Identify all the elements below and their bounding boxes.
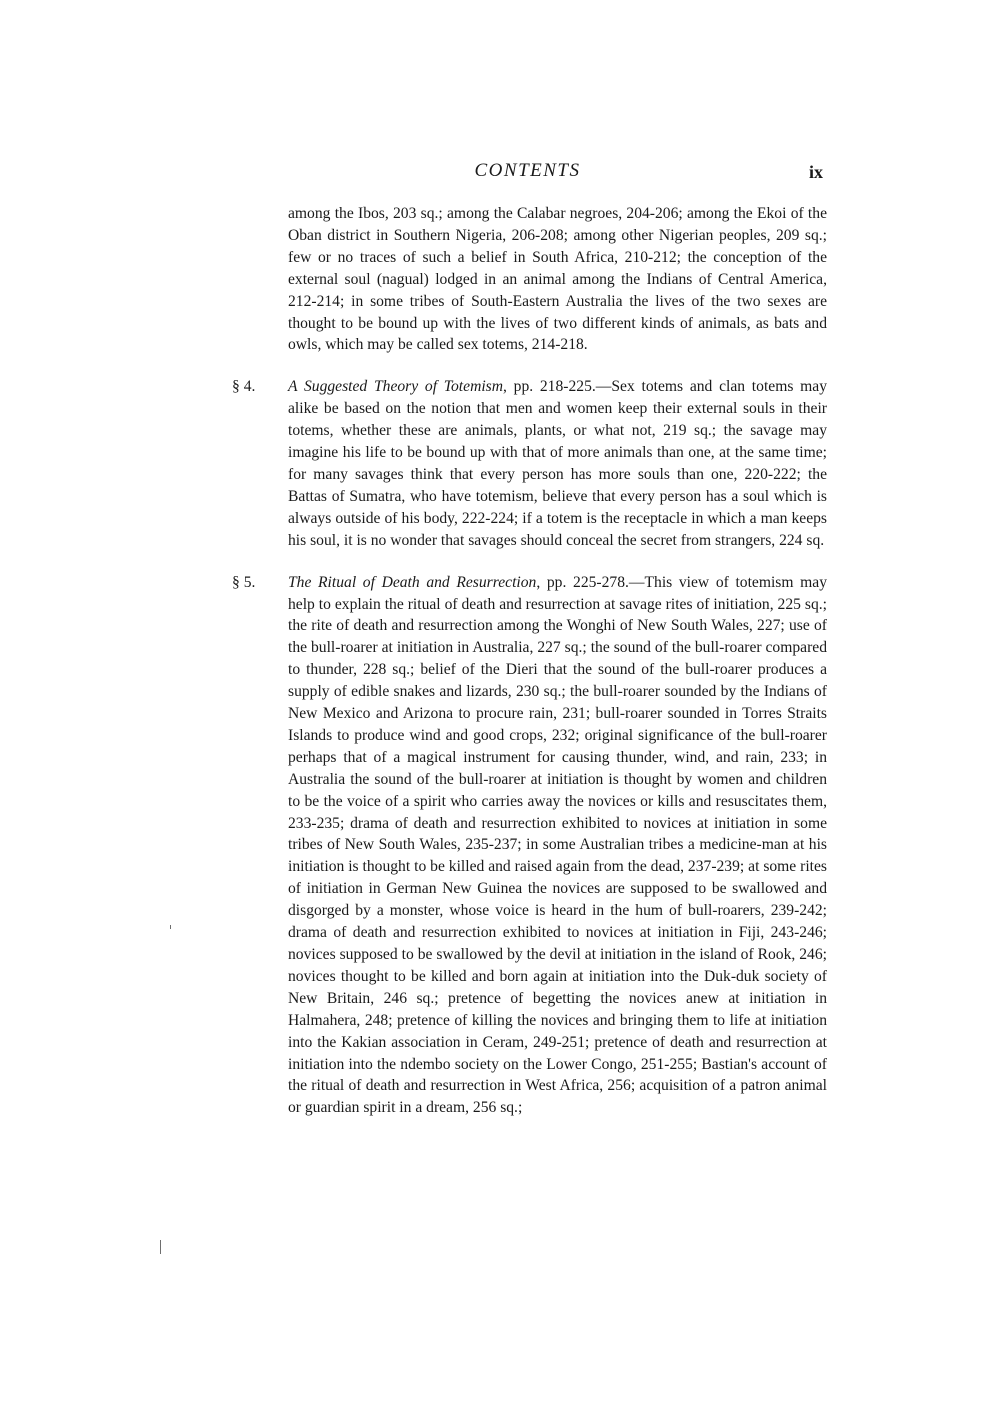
- contents-entry-section-5: [232, 572, 827, 1120]
- page-number: ix: [808, 162, 823, 182]
- scan-mark: [170, 925, 171, 929]
- section-number: § 4.: [232, 378, 256, 396]
- contents-body: [232, 203, 827, 1139]
- running-title: CONTENTS: [474, 160, 581, 181]
- page-header: [230, 160, 825, 190]
- contents-entry-section-4: [232, 376, 827, 551]
- section-title: A Suggested Theory of Totemism: [288, 378, 503, 396]
- scan-mark: [160, 1240, 161, 1254]
- contents-entry-continuation: [232, 203, 827, 356]
- entry-text: , pp. 218-225.—Sex totems and clan totems may alike be based on the notion that men and women keep their external souls in their totems, whether these are animals, plants, or what not, 219 sq.; the savage may imagine his life to be bound up with that of more animals than one, at the same time; for many savages think that every person has more souls than one, 220-222; the Battas of Sumatra, who have totemism, believe that every person has a soul which is always outside of his body, 222-224; if a totem is the receptacle in which a man keeps his soul, it is no wonder that savages should conceal the secret from strangers, 224 sq.: [288, 378, 827, 549]
- section-title: The Ritual of Death and Resurrection: [288, 573, 537, 591]
- entry-text: , pp. 225-278.—This view of totemism may help to explain the ritual of death and resurrection at savage rites of initiation, 225 sq.; the rite of death and resurrection among the Wonghi of New South Wales, 227; use of the bull-roarer at initiation in Australia, 227 sq.; the sound of the bull-roarer compared to thunder, 228 sq.; belief of the Dieri that the sound of the bull-roarer produces a supply of edible snakes and lizards, 230 sq.; the bull-roarer sounded by the Indians of New Mexico and Arizona to procure rain, 231; bull-roarer sounded in Torres Straits Islands to produce wind and good crops, 232; original significance of the bull-roarer perhaps that of a magical instrument for causing thunder, wind, and rain, 233; in Australia the sound of the bull-roarer at initiation is thought by women and children to be the voice of a spirit who carries away the novices or kills and resuscitates them, 233-235; drama of death and resurrection exhibited to novices at initiation in some tribes of New South Wales, 235-237; in some Australian tribes a medicine-man at his initiation is thought to be killed and raised again from the dead, 237-239; at some rites of initiation in German New Guinea the novices are supposed to be swallowed and disgorged by a monster, whose voice is heard in the hum of bull-roarers, 239-242; drama of death and resurrection exhibited to novices at initiation in Fiji, 243-246; novices supposed to be swallowed by the devil at initiation in the island of Rook, 246; novices thought to be killed and born again at initiation into the Duk-duk society of New Britain, 246 sq.; pretence of begetting the novices anew at initiation in Halmahera, 248; pretence of killing the novices and bringing them to life at initiation into the Kakian association in Ceram, 249-251; pretence of death and resurrection at initiation into the ndembo society on the Lower Congo, 251-255; Bastian's account of the ritual of death and resurrection in West Africa, 256; acquisition of a patron animal or guardian spirit in a dream, 256 sq.;: [288, 573, 827, 1117]
- entry-text: among the Ibos, 203 sq.; among the Calabar negroes, 204-206; among the Ekoi of the Oban district in Southern Nigeria, 206-208; among other Nigerian peoples, 209 sq.; few or no traces of such a belief in South Africa, 210-212; the conception of the external soul (nagual) lodged in an animal among the Indians of Central America, 212-214; in some tribes of South-Eastern Australia the lives of the two sexes are thought to be bound up with the lives of two different kinds of animals, as bats and owls, which may be called sex totems, 214-218.: [288, 205, 827, 354]
- section-number: § 5.: [232, 573, 256, 591]
